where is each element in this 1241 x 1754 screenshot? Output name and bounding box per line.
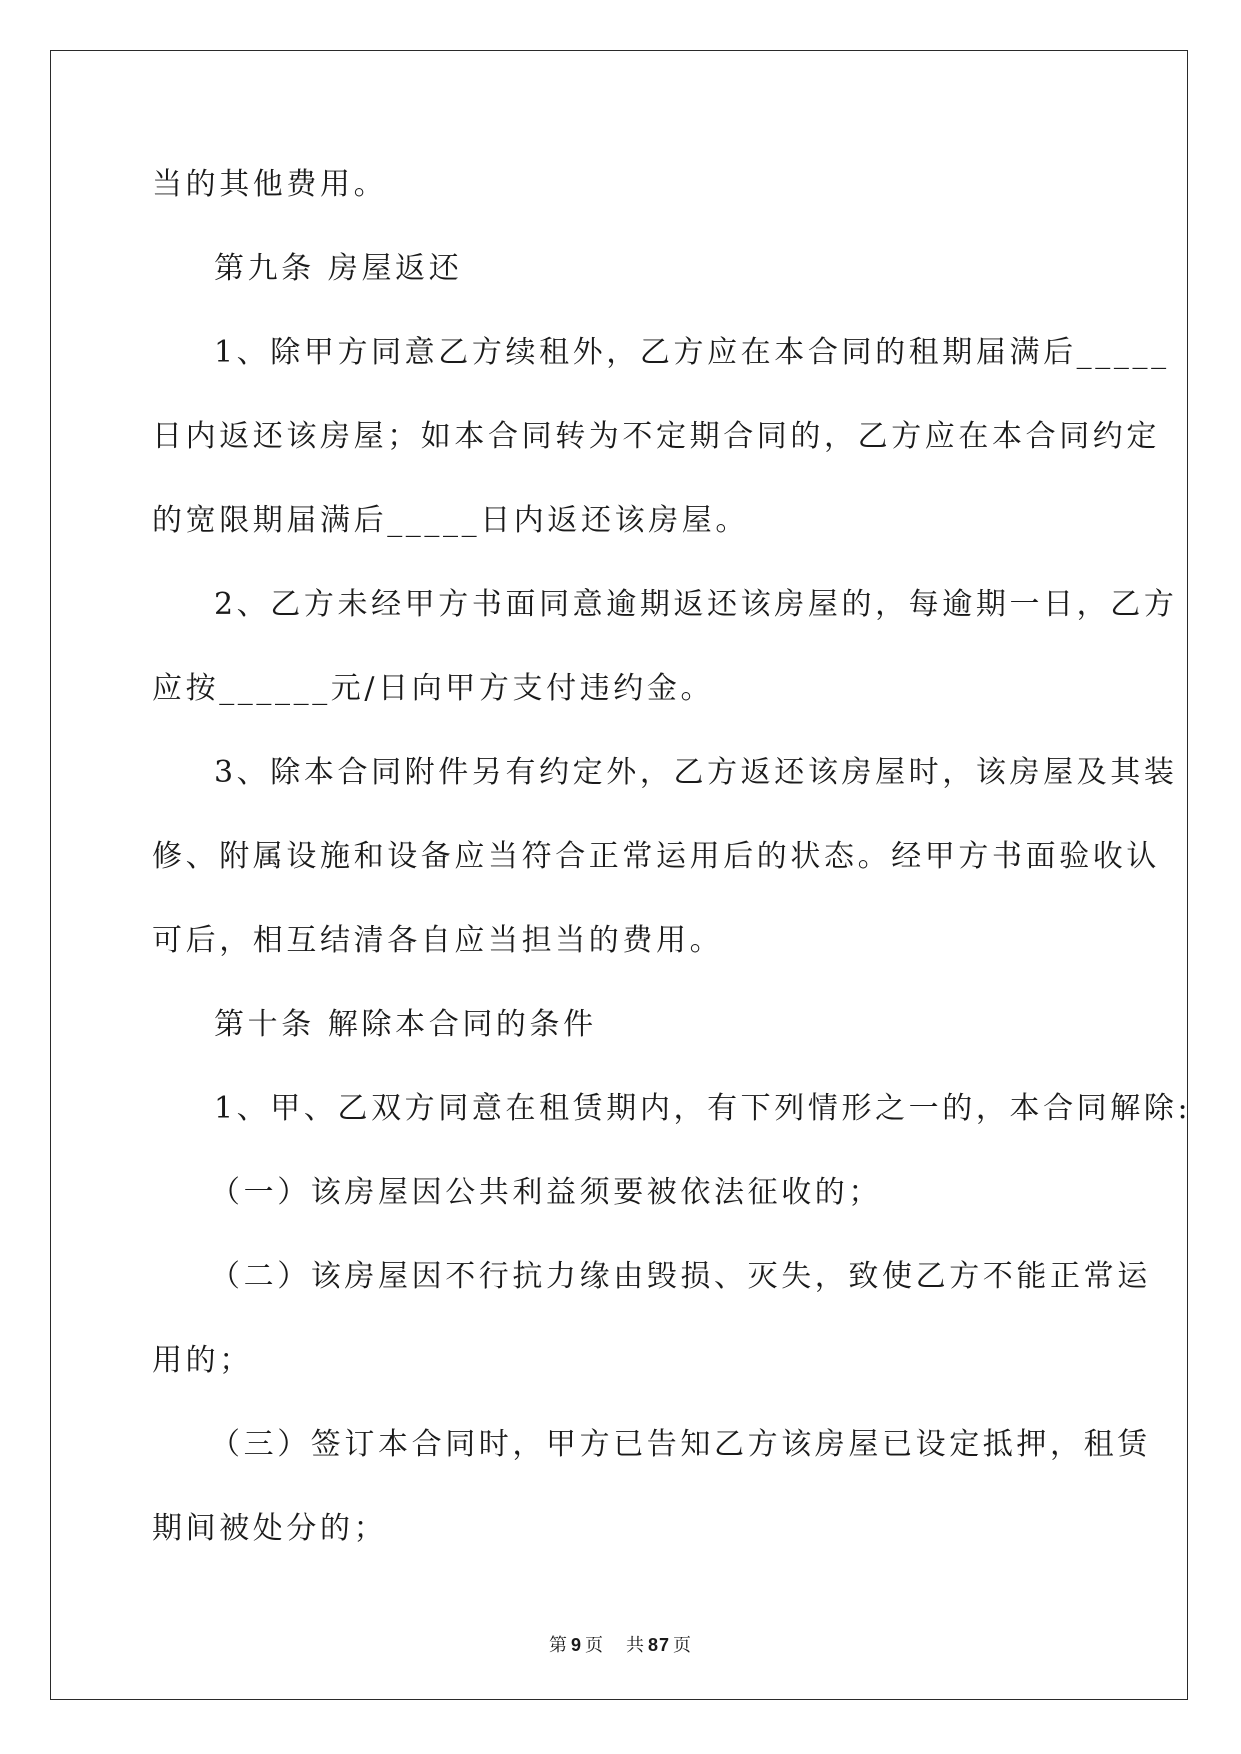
list-item: （三）签订本合同时，甲方已告知乙方该房屋已设定抵押，租赁 [210, 1427, 1151, 1462]
footer-prefix: 第 [548, 1635, 568, 1656]
text-line: 2、乙方未经甲方书面同意逾期返还该房屋的，每逾期一日，乙方 [214, 587, 1178, 622]
footer-total-prefix: 共 [625, 1635, 645, 1656]
text-line: 3、除本合同附件另有约定外，乙方返还该房屋时，该房屋及其装 [214, 755, 1178, 790]
section-heading: 第十条 解除本合同的条件 [214, 1007, 597, 1042]
text-line: 期间被处分的； [152, 1511, 388, 1546]
text-line: 1、甲、乙双方同意在租赁期内，有下列情形之一的，本合同解除: [214, 1091, 1192, 1126]
total-pages: 87 [647, 1635, 671, 1655]
text-line: 1、除甲方同意乙方续租外，乙方应在本合同的租期届满后_____ [214, 335, 1170, 370]
document-body [152, 160, 1192, 1588]
text-line: 用的； [152, 1343, 253, 1378]
section-heading: 第九条 房屋返还 [214, 251, 463, 286]
list-item: （二）该房屋因不行抗力缘由毁损、灭失，致使乙方不能正常运 [210, 1259, 1151, 1294]
footer-page-suffix: 页 [584, 1635, 604, 1656]
list-item: （一）该房屋因公共利益须要被依法征收的； [210, 1175, 882, 1210]
text-line: 可后，相互结清各自应当担当的费用。 [152, 923, 724, 958]
page-footer [0, 1631, 1241, 1657]
text-line: 日内返还该房屋；如本合同转为不定期合同的，乙方应在本合同约定 [152, 419, 1160, 454]
footer-total-suffix: 页 [673, 1635, 693, 1656]
text-line: 应按______元/日向甲方支付违约金。 [152, 671, 715, 706]
text-line: 的宽限期届满后_____日内返还该房屋。 [152, 503, 749, 538]
page-number: 9 [570, 1635, 582, 1655]
text-line: 当的其他费用。 [152, 167, 388, 202]
text-line: 修、附属设施和设备应当符合正常运用后的状态。经甲方书面验收认 [152, 839, 1160, 874]
